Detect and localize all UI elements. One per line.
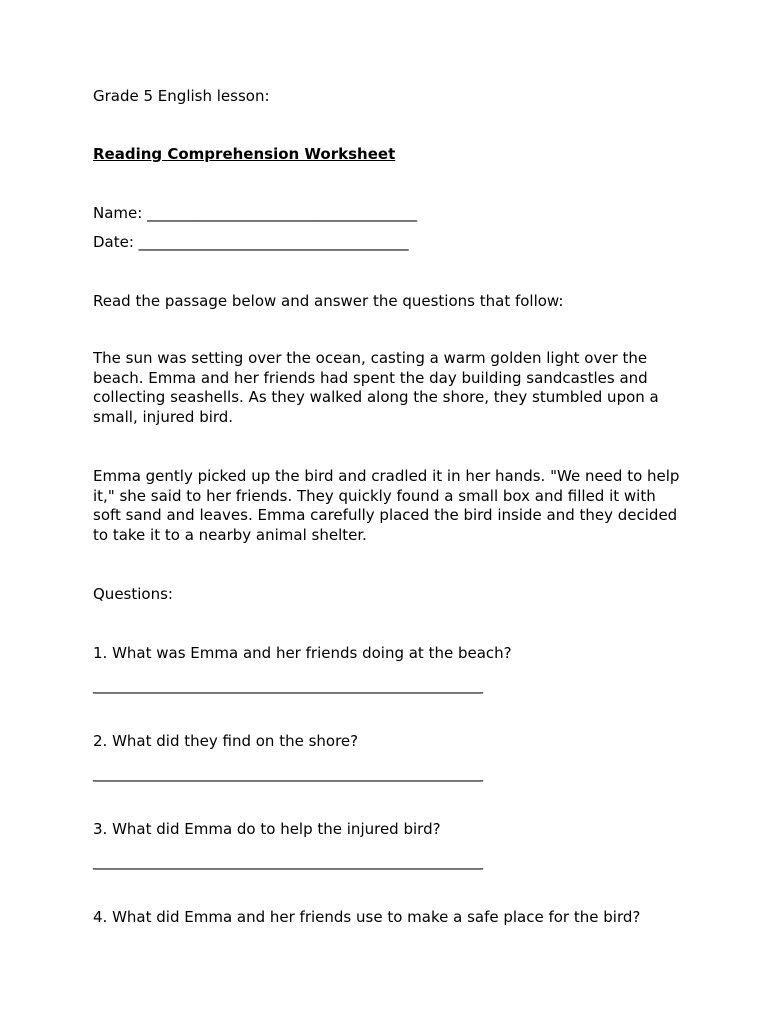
grade-line: Grade 5 English lesson: [93,87,270,105]
questions-heading: Questions: [93,585,173,603]
passage-paragraph-2: Emma gently picked up the bird and cradled it in her hands. "We need to help it," she said to her friends. They quickly found a small box and filled it with soft sand and leaves. Emma carefully placed the bird inside and they decided to take it to a nearby animal shelter. [93,467,680,544]
question-1: 1. What was Emma and her friends doing at the beach? [93,644,512,662]
question-3: 3. What did Emma do to help the injured bird? [93,820,441,838]
answer-line-1: ____________________________________________________ [93,676,483,694]
answer-line-3: ____________________________________________________ [93,852,483,870]
name-field-line: Name: ____________________________________ [93,204,418,222]
answer-line-2: ____________________________________________________ [93,764,483,782]
worksheet-title: Reading Comprehension Worksheet [93,145,396,163]
question-2: 2. What did they find on the shore? [93,732,359,750]
date-field-line: Date: ____________________________________ [93,233,409,251]
question-4: 4. What did Emma and her friends use to make a safe place for the bird? [93,908,641,926]
instructions: Read the passage below and answer the questions that follow: [93,292,564,310]
passage-paragraph-1: The sun was setting over the ocean, casting a warm golden light over the beach. Emma and her friends had spent the day building sandcastles and collecting seashells. As they walked along the shore, they stumbled upon a small, injured bird. [93,349,659,426]
